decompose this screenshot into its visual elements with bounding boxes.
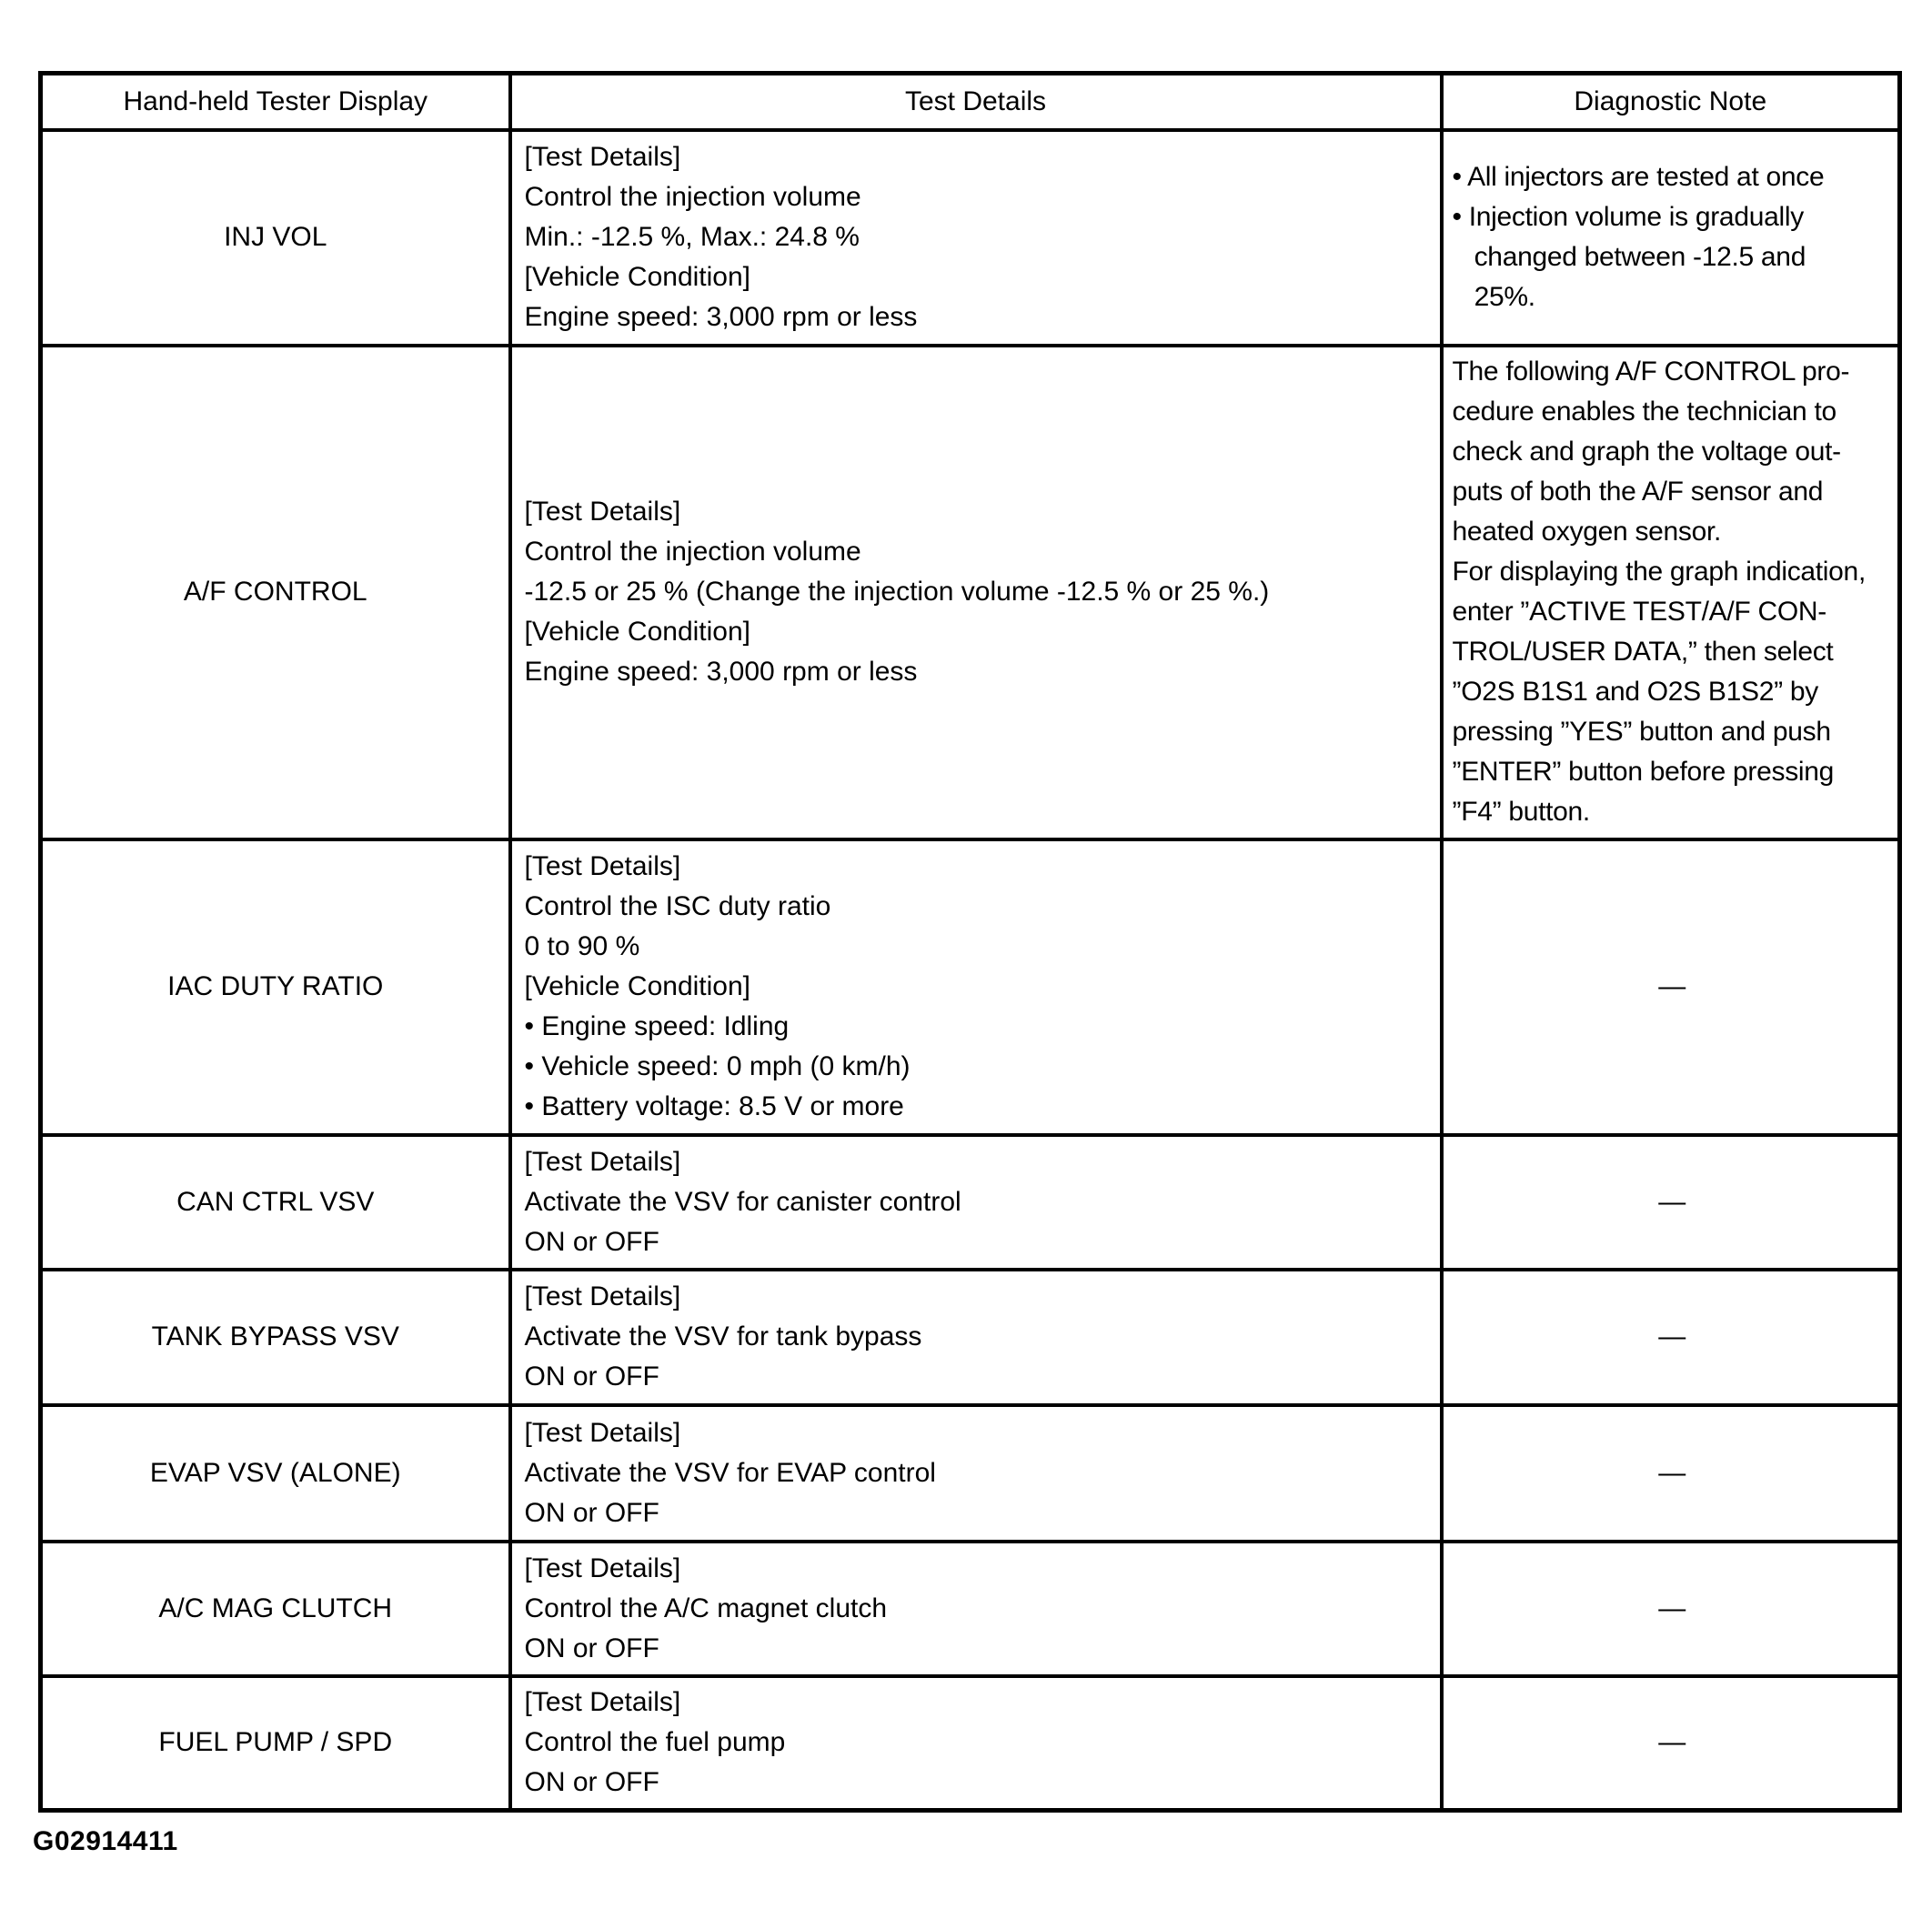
col-header-test-details: Test Details — [510, 74, 1442, 130]
test-details-line: [Vehicle Condition] — [524, 262, 750, 292]
no-note-dash: — — [1658, 971, 1686, 1001]
test-details-cell — [510, 130, 1442, 346]
tester-display-label: A/C MAG CLUTCH — [158, 1592, 393, 1623]
test-details-line: [Vehicle Condition] — [524, 617, 750, 647]
diagnostic-note-line: cedure enables the technician to — [1452, 397, 1836, 427]
diagnostic-note-line: TROL/USER DATA,” then select — [1452, 637, 1834, 667]
test-details-line: 0 to 90 % — [524, 931, 640, 961]
test-details-line: Control the injection volume — [524, 182, 861, 212]
test-details-line: [Test Details] — [524, 1552, 681, 1583]
diagnostic-note-line: The following A/F CONTROL pro- — [1452, 357, 1850, 387]
diagnostic-note-line: check and graph the voltage out- — [1452, 437, 1841, 467]
test-details-line: [Test Details] — [524, 497, 681, 527]
test-details-line: Control the A/C magnet clutch — [524, 1592, 888, 1623]
test-details-line: Activate the VSV for canister control — [524, 1186, 961, 1217]
test-details-line: [Test Details] — [524, 1281, 681, 1311]
table-row-inj-vol — [41, 130, 1900, 346]
diagnostic-note-line: • Injection volume is gradually — [1452, 202, 1804, 232]
test-details-line: [Test Details] — [524, 1417, 681, 1448]
test-details-cell — [510, 1135, 1442, 1270]
test-details-cell — [510, 1676, 1442, 1811]
diagnostic-note-cell — [1442, 130, 1900, 346]
table-body — [41, 130, 1900, 1811]
test-details-line: • Vehicle speed: 0 mph (0 km/h) — [524, 1051, 911, 1081]
diagnostic-note-line: ”O2S B1S1 and O2S B1S2” by — [1452, 677, 1818, 707]
test-details-line: ON or OFF — [524, 1767, 659, 1798]
tester-display-label: TANK BYPASS VSV — [151, 1321, 399, 1351]
table-row-a-f-control — [41, 346, 1900, 839]
test-details-line: [Test Details] — [524, 851, 681, 881]
test-details-line: Activate the VSV for tank bypass — [524, 1321, 922, 1351]
tester-display-cell — [41, 1676, 510, 1811]
table-row-fuel-pump-spd — [41, 1676, 1900, 1811]
test-details-line: Control the fuel pump — [524, 1727, 786, 1758]
table-row-a-c-mag-clutch — [41, 1542, 1900, 1676]
col-header-tester-display: Hand-held Tester Display — [41, 74, 510, 130]
diagnostic-note-line: puts of both the A/F sensor and — [1452, 477, 1824, 507]
test-details-line: • Battery voltage: 8.5 V or more — [524, 1091, 904, 1121]
test-details-cell — [510, 839, 1442, 1135]
test-details-cell — [510, 1405, 1442, 1542]
tester-display-label: EVAP VSV (ALONE) — [149, 1457, 401, 1488]
tester-display-label: CAN CTRL VSV — [176, 1186, 375, 1217]
table-row-evap-vsv-alone — [41, 1405, 1900, 1542]
no-note-dash: — — [1658, 1321, 1686, 1351]
test-details-line: ON or OFF — [524, 1361, 659, 1392]
test-details-line: Min.: -12.5 %, Max.: 24.8 % — [524, 222, 860, 252]
diagnostic-note-line: enter ”ACTIVE TEST/A/F CON- — [1452, 597, 1826, 627]
table-row-tank-bypass-vsv — [41, 1270, 1900, 1405]
test-details-line: Activate the VSV for EVAP control — [524, 1457, 936, 1488]
diagnostic-note-cell — [1442, 346, 1900, 839]
active-test-table — [38, 71, 1902, 1813]
tester-display-label: FUEL PUMP / SPD — [158, 1727, 393, 1758]
test-details-line: ON or OFF — [524, 1226, 659, 1257]
tester-display-cell — [41, 130, 510, 346]
test-details-line: Control the injection volume — [524, 537, 861, 567]
diagnostic-note-cell — [1442, 1676, 1900, 1811]
tester-display-cell — [41, 1270, 510, 1405]
tester-display-cell — [41, 1405, 510, 1542]
diagnostic-note-line: pressing ”YES” button and push — [1452, 717, 1831, 747]
tester-display-label: A/F CONTROL — [183, 577, 367, 607]
no-note-dash: — — [1658, 1186, 1686, 1217]
test-details-cell — [510, 346, 1442, 839]
no-note-dash: — — [1658, 1727, 1686, 1758]
no-note-dash: — — [1658, 1592, 1686, 1623]
test-details-cell — [510, 1542, 1442, 1676]
tester-display-cell — [41, 346, 510, 839]
table-row-iac-duty-ratio — [41, 839, 1900, 1135]
table-row-can-ctrl-vsv — [41, 1135, 1900, 1270]
diagnostic-note-line: For displaying the graph indication, — [1452, 557, 1866, 587]
diagnostic-note-line: ”ENTER” button before pressing — [1452, 757, 1835, 787]
diagnostic-note-cell — [1442, 1542, 1900, 1676]
test-details-line: [Test Details] — [524, 142, 681, 172]
diagnostic-note-line: 25%. — [1452, 282, 1535, 312]
no-note-dash: — — [1658, 1457, 1686, 1488]
diagnostic-note-line: heated oxygen sensor. — [1452, 517, 1722, 547]
test-details-line: Engine speed: 3,000 rpm or less — [524, 657, 918, 687]
diagnostic-note-cell — [1442, 1405, 1900, 1542]
tester-display-label: INJ VOL — [224, 222, 327, 252]
test-details-line: [Vehicle Condition] — [524, 971, 750, 1001]
tester-display-cell — [41, 1542, 510, 1676]
diagnostic-note-cell — [1442, 839, 1900, 1135]
figure-code: G02914411 — [33, 1826, 178, 1856]
col-header-diagnostic-note: Diagnostic Note — [1442, 74, 1900, 130]
diagnostic-note-line: • All injectors are tested at once — [1452, 162, 1825, 192]
diagnostic-note-line: ”F4” button. — [1452, 797, 1590, 827]
table-header-row — [41, 74, 1900, 130]
test-details-line: Control the ISC duty ratio — [524, 891, 831, 921]
test-details-line: [Test Details] — [524, 1146, 681, 1177]
test-details-line: ON or OFF — [524, 1633, 659, 1663]
test-details-line: Engine speed: 3,000 rpm or less — [524, 302, 918, 332]
diagnostic-note-cell — [1442, 1135, 1900, 1270]
diagnostic-note-line: changed between -12.5 and — [1452, 242, 1806, 272]
tester-display-cell — [41, 1135, 510, 1270]
test-details-cell — [510, 1270, 1442, 1405]
tester-display-cell — [41, 839, 510, 1135]
test-details-line: -12.5 or 25 % (Change the injection volume -12.5 % or 25 %.) — [524, 577, 1270, 607]
test-details-line: [Test Details] — [524, 1687, 681, 1718]
tester-display-label: IAC DUTY RATIO — [167, 971, 384, 1001]
test-details-line: ON or OFF — [524, 1497, 659, 1528]
diagnostic-note-cell — [1442, 1270, 1900, 1405]
test-details-line: • Engine speed: Idling — [524, 1011, 790, 1041]
